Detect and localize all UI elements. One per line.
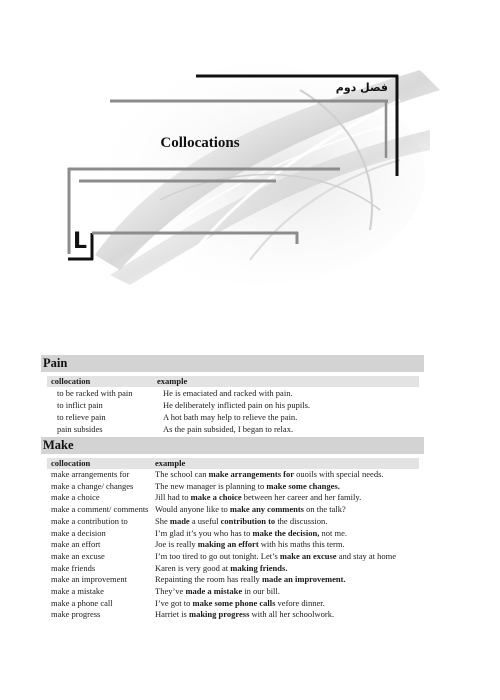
table-header-row <box>47 458 419 469</box>
collocation-cell: make a choice <box>51 492 100 503</box>
collocation-cell: make friends <box>51 562 96 573</box>
collocation-cell: make a comment/ comments <box>51 504 149 515</box>
collocation-cell: to inflict pain <box>57 400 103 410</box>
column-header-collocation: collocation <box>47 458 155 469</box>
collocation-cell: to be racked with pain <box>57 388 133 398</box>
column-header-example: example <box>157 376 419 387</box>
chapter-letter: L <box>73 229 88 254</box>
section-pain <box>41 355 424 435</box>
example-cell <box>155 504 419 516</box>
example-text: I’m too tired to go out tonight. Let’s <box>155 550 280 561</box>
example-collocation-bold: contribution to <box>220 515 276 526</box>
section-heading: Pain <box>41 355 424 372</box>
collocation-table <box>47 458 419 621</box>
example-text: Karen is very good at <box>155 562 231 573</box>
collocation-cell: make a phone call <box>51 597 113 608</box>
example-text: the discussion. <box>275 515 328 526</box>
collocation-cell: to relieve pain <box>57 412 106 422</box>
example-cell <box>155 586 419 598</box>
table-row <box>47 598 419 610</box>
example-cell <box>157 387 419 399</box>
example-text: not me. <box>319 527 347 538</box>
table-row <box>47 574 419 586</box>
example-cell <box>157 411 419 423</box>
example-collocation-bold: make some phone calls <box>192 597 276 608</box>
example-cell <box>155 551 419 563</box>
example-text: Harriet is <box>155 609 189 620</box>
section-heading: Make <box>41 437 424 454</box>
table-row <box>47 411 419 423</box>
table-row <box>47 481 419 493</box>
example-cell <box>155 528 419 540</box>
example-collocation-bold: make an excuse <box>279 550 337 561</box>
collocation-cell: make a contribution to <box>51 515 128 526</box>
example-text: They’ve <box>155 586 186 597</box>
example-text: between her career and her family. <box>241 492 362 503</box>
page-title: Collocations <box>160 135 240 151</box>
example-text: a useful <box>189 515 221 526</box>
collocation-cell: make an excuse <box>51 550 105 561</box>
example-text: I’ve got to <box>155 597 193 608</box>
collocation-cell: make a mistake <box>51 586 104 597</box>
example-text: As the pain subsided, I began to relax. <box>163 424 294 434</box>
collocation-cell: make an effort <box>51 539 101 550</box>
example-collocation-bold: make the decision, <box>252 527 320 538</box>
example-text: He deliberately inflicted pain on his pupils. <box>163 400 311 410</box>
swirl-background <box>85 65 440 285</box>
collocation-cell: make arrangements for <box>51 469 130 479</box>
table-row <box>47 504 419 516</box>
example-text: She <box>155 515 170 526</box>
example-cell <box>157 399 419 411</box>
example-cell <box>155 609 419 621</box>
table-row <box>47 516 419 528</box>
example-collocation-bold: make some changes. <box>266 480 340 491</box>
example-text: ouoils with special needs. <box>294 469 384 479</box>
collocation-cell: make an improvement <box>51 574 128 585</box>
example-text: with his maths this term. <box>258 539 345 550</box>
example-text: with all her schoolwork. <box>249 609 335 620</box>
example-collocation-bold: made a mistake <box>185 586 243 597</box>
example-text: A hot bath may help to relieve the pain. <box>163 412 298 422</box>
column-header-example: example <box>155 458 419 469</box>
table-row <box>47 469 419 481</box>
collocation-cell: make a change/ changes <box>51 480 134 491</box>
example-cell <box>155 563 419 575</box>
example-cell <box>155 492 419 504</box>
example-cell <box>155 539 419 551</box>
table-row <box>47 586 419 598</box>
example-text: in our bill. <box>242 586 280 597</box>
table-row <box>47 551 419 563</box>
example-collocation-bold: make arrangements for <box>208 469 295 479</box>
example-text: Would anyone like to <box>155 504 230 515</box>
example-collocation-bold: made an improvement. <box>261 574 346 585</box>
table-row <box>47 387 419 399</box>
example-collocation-bold: made <box>169 515 190 526</box>
table-row <box>47 399 419 411</box>
collocation-cell: pain subsides <box>57 424 103 434</box>
example-text: vefore dinner. <box>275 597 325 608</box>
example-cell <box>155 598 419 610</box>
table-row <box>47 492 419 504</box>
example-collocation-bold: make any comments <box>229 504 304 515</box>
example-cell <box>155 574 419 586</box>
example-collocation-bold: making an effort <box>197 539 259 550</box>
example-text: The school can <box>155 469 209 479</box>
collocation-cell: make progress <box>51 609 101 620</box>
example-cell <box>155 481 419 493</box>
table-row <box>47 528 419 540</box>
example-cell <box>155 516 419 528</box>
collocation-table <box>47 376 419 435</box>
example-text: on the talk? <box>304 504 346 515</box>
section-make <box>41 437 424 621</box>
example-cell <box>155 469 419 481</box>
column-header-collocation: collocation <box>47 376 157 387</box>
example-text: Joe is really <box>155 539 198 550</box>
example-text: Repainting the room has really <box>155 574 262 585</box>
example-text: I’m glad it’s you who has to <box>155 527 253 538</box>
table-header-row <box>47 376 419 387</box>
example-cell <box>157 423 419 435</box>
example-text: and stay at home <box>336 550 397 561</box>
example-collocation-bold: make a choice <box>190 492 242 503</box>
example-text: Jill had to <box>155 492 191 503</box>
example-collocation-bold: making progress <box>189 609 250 620</box>
example-collocation-bold: making friends. <box>230 562 288 573</box>
table-row <box>47 423 419 435</box>
chapter-title: فصل دوم <box>335 81 388 94</box>
example-text: He is emaciated and racked with pain. <box>163 388 293 398</box>
example-text: The new manager is planning to <box>155 480 267 491</box>
table-row <box>47 563 419 575</box>
table-row <box>47 609 419 621</box>
table-row <box>47 539 419 551</box>
collocation-cell: make a decision <box>51 527 106 538</box>
